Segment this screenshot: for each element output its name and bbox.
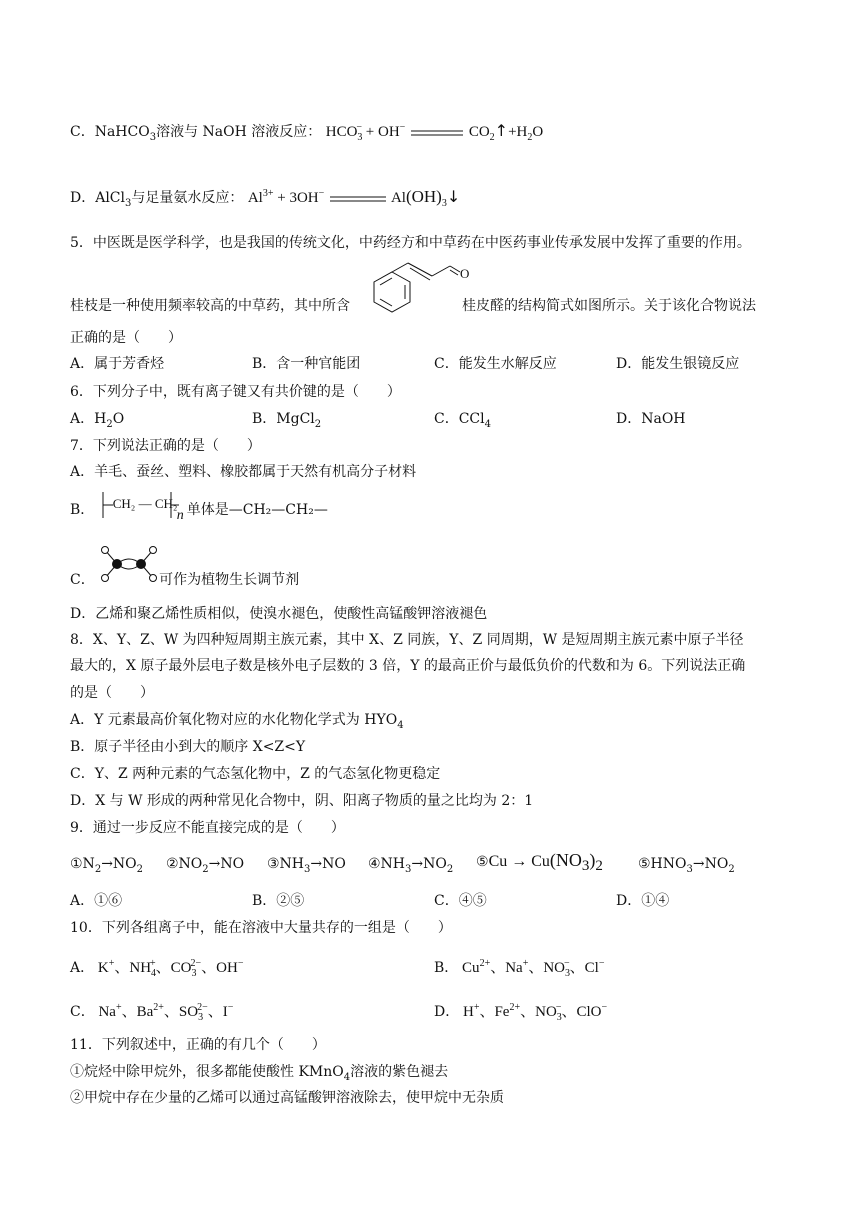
text: 桂皮醛的结构简式如图所示。关于该化合物说法 bbox=[462, 298, 756, 314]
text: 溶液的紫色褪去 bbox=[350, 1064, 449, 1080]
sup: 2+ bbox=[153, 1002, 164, 1013]
sup: + bbox=[115, 1002, 122, 1013]
q9-stem: 9．通过一步反应不能直接完成的是（ ） bbox=[70, 820, 345, 836]
formula: + 3OH bbox=[273, 190, 319, 206]
q5-option-d: D．能发生银镜反应 bbox=[616, 356, 740, 372]
q5-stem-line2 bbox=[70, 296, 756, 316]
formula: Al bbox=[247, 190, 263, 206]
sup: − bbox=[356, 122, 363, 133]
q4-c-equation bbox=[325, 121, 544, 143]
ion: K bbox=[97, 960, 109, 976]
sup: + bbox=[522, 958, 529, 969]
sub: 2 bbox=[94, 863, 102, 875]
q9-reaction-2 bbox=[166, 854, 244, 880]
sup: − bbox=[237, 958, 244, 969]
q8-option-b: B．原子半径由小到大的顺序 X<Z<Y bbox=[70, 739, 306, 755]
sup: 2+ bbox=[479, 958, 491, 969]
text: →NO bbox=[208, 856, 245, 872]
q6-option-c bbox=[434, 409, 491, 435]
text: A．H bbox=[70, 411, 107, 427]
sub: 2 bbox=[728, 863, 735, 875]
q5-stem-line1: 5．中医既是医学科学，也是我国的传统文化，中药经方和中草药在中医药事业传承发展中发挥了重要的作用。 bbox=[70, 235, 751, 251]
ion: 、OH bbox=[201, 960, 238, 976]
sub: 3 bbox=[149, 131, 157, 143]
q4-option-d bbox=[70, 184, 460, 214]
q9-option-a: A．①⑥ bbox=[70, 893, 123, 909]
text: ①N bbox=[70, 856, 95, 872]
polyethylene-formula bbox=[99, 496, 187, 523]
text: 桂枝是一种使用频率较高的中草药，其中所含 bbox=[70, 298, 350, 314]
ion: 、Cl bbox=[569, 960, 599, 976]
sub: 3 bbox=[565, 968, 571, 979]
q4-d-equation bbox=[247, 187, 461, 209]
text: ④NH bbox=[368, 856, 406, 872]
sub: 3 bbox=[198, 1012, 204, 1023]
sub: 4 bbox=[343, 1071, 351, 1083]
sub: 2 bbox=[527, 132, 533, 143]
ion: 、NO bbox=[520, 1004, 557, 1020]
q7-option-d: D．乙烯和聚乙烯性质相似，使溴水褪色，使酸性高锰酸钾溶液褪色 bbox=[70, 606, 488, 622]
sup: − bbox=[564, 958, 570, 969]
q10-option-c bbox=[70, 998, 233, 1028]
formula: + OH bbox=[362, 124, 400, 140]
sub: 3 bbox=[556, 1012, 562, 1023]
ion: 、NH bbox=[114, 960, 152, 976]
q10-stem: 10．下列各组离子中，能在溶液中大量共存的一组是（ ） bbox=[70, 920, 452, 936]
formula: +H bbox=[508, 124, 528, 140]
oxygen-label: O bbox=[460, 266, 470, 281]
precipitate-arrow: ↓ bbox=[446, 187, 461, 206]
formula: CH₂ — CH₂ bbox=[112, 496, 178, 511]
formula: (NO bbox=[549, 850, 582, 870]
sup: + bbox=[108, 958, 115, 969]
q6-option-a bbox=[70, 409, 124, 435]
text: 单体是—CH₂—CH₂— bbox=[186, 502, 328, 518]
text: →NO bbox=[692, 856, 729, 872]
label: C． bbox=[70, 572, 95, 588]
ion: 、SO bbox=[163, 1004, 199, 1020]
ion: 、CO bbox=[155, 960, 192, 976]
equals-sign bbox=[328, 194, 388, 204]
q9-reaction-5 bbox=[476, 850, 603, 876]
equals-sign bbox=[409, 128, 465, 138]
ions bbox=[459, 1002, 608, 1023]
label: B． bbox=[70, 502, 95, 518]
q8-stem-line2: 最大的，X 原子最外层电子数是核外电子层数的 3 倍，Y 的最高正价与最低负价的代数和为 6。下列说法正确 bbox=[70, 658, 746, 674]
formula: Cu → Cu bbox=[488, 853, 550, 870]
q7-option-a: A．羊毛、蚕丝、塑料、橡胶都属于天然有机高分子材料 bbox=[70, 464, 417, 480]
sup: 2+ bbox=[509, 1002, 521, 1013]
text: 可作为植物生长调节剂 bbox=[159, 572, 300, 588]
sub: 2 bbox=[489, 132, 495, 143]
sub: 3 bbox=[125, 197, 132, 209]
sub: 3 bbox=[405, 863, 412, 875]
sup: − bbox=[555, 1002, 562, 1013]
q9-reaction-1 bbox=[70, 854, 143, 880]
text: ①烷烃中除甲烷外，很多都能使酸性 KMnO bbox=[70, 1064, 344, 1080]
sub: 3 bbox=[191, 968, 197, 979]
label: A． bbox=[70, 960, 95, 976]
text: ⑤HNO bbox=[638, 856, 687, 872]
q8-stem-line1: 8．X、Y、Z、W 为四种短周期主族元素，其中 X、Z 同族，Y、Z 同周期，W 是短周期主族元素中原子半径 bbox=[70, 632, 744, 648]
ions bbox=[95, 1002, 234, 1023]
q11-statement-2: ②甲烷中存在少量的乙烯可以通过高锰酸钾溶液除去，使甲烷中无杂质 bbox=[70, 1090, 504, 1106]
q4-d-text: 与足量氨水反应： bbox=[131, 190, 244, 206]
q6-option-b bbox=[252, 409, 321, 435]
sup: + bbox=[473, 1002, 480, 1013]
formula: HCO bbox=[325, 124, 358, 140]
q5-option-a: A．属于芳香烃 bbox=[70, 356, 165, 372]
text: ③NH bbox=[267, 856, 305, 872]
q9-reaction-4 bbox=[368, 854, 453, 880]
ethylene-model-slot bbox=[99, 570, 159, 590]
formula: ) bbox=[589, 850, 596, 870]
q11-statement-1 bbox=[70, 1062, 448, 1088]
label: C． bbox=[70, 1004, 95, 1020]
sup: − bbox=[227, 1002, 234, 1013]
ion: Cu bbox=[462, 960, 480, 976]
sup: − bbox=[598, 958, 605, 969]
q5-option-b: B．含一种官能团 bbox=[252, 356, 361, 372]
q4-d-label: D．AlCl bbox=[70, 190, 126, 206]
sub: 3 bbox=[441, 198, 447, 209]
ion: 、ClO bbox=[561, 1004, 602, 1020]
sub: 4 bbox=[397, 719, 404, 731]
ion: 、Ba bbox=[121, 1004, 154, 1020]
sub: 2 bbox=[446, 863, 454, 875]
q11-stem: 11．下列叙述中，正确的有几个（ ） bbox=[70, 1037, 326, 1053]
q5-option-c: C．能发生水解反应 bbox=[434, 356, 557, 372]
text: O bbox=[112, 411, 125, 427]
q4-option-c bbox=[70, 118, 543, 148]
q7-stem: 7．下列说法正确的是（ ） bbox=[70, 438, 261, 454]
sub: 3 bbox=[686, 863, 693, 875]
text: ⑤ bbox=[476, 854, 489, 870]
text: →NO bbox=[101, 856, 137, 872]
text: C．CCl bbox=[434, 411, 485, 427]
q7-option-c bbox=[70, 570, 299, 590]
formula: CO bbox=[468, 124, 490, 140]
ions bbox=[458, 958, 605, 979]
q7-option-b bbox=[70, 496, 328, 523]
q9-option-b: B．②⑤ bbox=[252, 893, 305, 909]
q9-option-d: D．①④ bbox=[616, 893, 670, 909]
label: B． bbox=[434, 960, 459, 976]
gas-arrow: ↑ bbox=[494, 121, 509, 140]
formula: Al bbox=[390, 190, 406, 206]
sup: − bbox=[601, 1002, 608, 1013]
ion: 、Fe bbox=[479, 1004, 510, 1020]
sup: + bbox=[150, 958, 156, 969]
label: D． bbox=[434, 1004, 460, 1020]
sub: 3 bbox=[357, 132, 363, 143]
q8-option-c: C．Y、Z 两种元素的气态氢化物中，Z 的气态氢化物更稳定 bbox=[70, 766, 441, 782]
q6-option-d: D．NaOH bbox=[616, 411, 686, 427]
q8-option-a bbox=[70, 710, 404, 736]
text: →NO bbox=[411, 856, 447, 872]
q8-stem-line3: 的是（ ） bbox=[70, 685, 154, 701]
sub: 2 bbox=[106, 418, 113, 430]
q10-option-b bbox=[434, 954, 604, 984]
text: A．Y 元素最高价氧化物对应的水化物化学式为 HYO bbox=[70, 712, 398, 728]
sup: − bbox=[399, 122, 406, 133]
sub: 2 bbox=[595, 857, 603, 874]
sub: 4 bbox=[484, 418, 491, 430]
sub: 2 bbox=[136, 863, 144, 875]
q10-option-a bbox=[70, 954, 243, 984]
sup: − bbox=[318, 188, 325, 199]
sub: 4 bbox=[151, 968, 157, 979]
sup: 2− bbox=[197, 1002, 208, 1013]
sub: 2 bbox=[314, 418, 322, 430]
ion: Na bbox=[98, 1004, 116, 1020]
ion: 、I bbox=[207, 1004, 228, 1020]
sup: 3+ bbox=[262, 188, 274, 199]
ethylene-ball-model bbox=[99, 538, 161, 590]
q9-option-c: C．④⑤ bbox=[434, 893, 487, 909]
text: →NO bbox=[310, 856, 346, 872]
q5-stem-line3: 正确的是（ ） bbox=[70, 330, 182, 346]
repeat-n: n bbox=[176, 508, 184, 523]
ion: 、Na bbox=[490, 960, 523, 976]
q4-c-label: C．NaHCO bbox=[70, 124, 150, 140]
ions bbox=[94, 958, 244, 979]
ion: H bbox=[462, 1004, 474, 1020]
q6-stem: 6．下列分子中，既有离子键又有共价键的是（ ） bbox=[70, 384, 401, 400]
sup: 2− bbox=[190, 958, 202, 969]
text: ②NO bbox=[166, 856, 203, 872]
formula: O bbox=[532, 124, 544, 140]
ion: 、NO bbox=[528, 960, 566, 976]
q8-option-d: D．X 与 W 形成的两种常见化合物中，阴、阳离子物质的量之比均为 2：1 bbox=[70, 793, 534, 809]
sub: 2 bbox=[202, 863, 209, 875]
q10-option-d bbox=[434, 998, 607, 1028]
sub: 3 bbox=[581, 857, 590, 874]
text: B．MgCl bbox=[252, 411, 315, 427]
q9-reaction-6 bbox=[638, 854, 735, 880]
sub: 3 bbox=[304, 863, 311, 875]
q9-reaction-3 bbox=[267, 854, 346, 880]
q4-c-text: 溶液与 NaOH 溶液反应： bbox=[156, 124, 322, 140]
formula: (OH) bbox=[405, 187, 442, 206]
